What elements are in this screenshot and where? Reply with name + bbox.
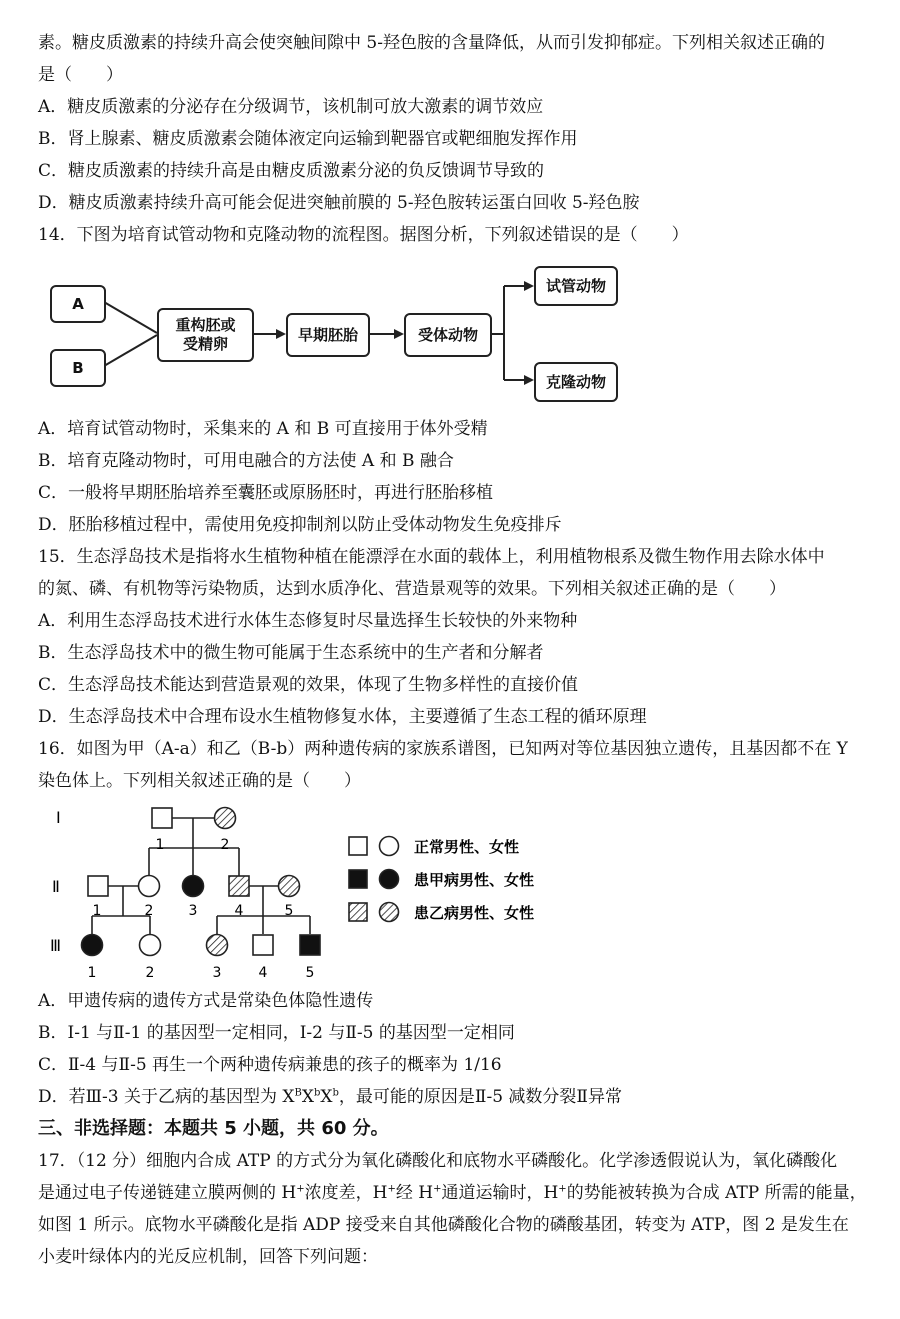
- q17-sup: +: [558, 1183, 567, 1195]
- flow-box-cloned-animal: 克隆动物: [534, 362, 618, 402]
- legend-normal-female-icon: [380, 837, 399, 856]
- legend-normal-male-icon: [349, 837, 367, 855]
- q14-flow-connectors: [0, 0, 900, 420]
- q16-d-sup: B: [294, 1087, 302, 1099]
- legend-normal-label: 正常男性、女性: [414, 838, 520, 856]
- q16-stem-line2: 染色体上。下列相关叙述正确的是（ ）: [38, 771, 361, 791]
- q17-line2: [38, 1182, 867, 1204]
- pedigree-num: 4: [234, 903, 244, 919]
- flow-box-early-embryo: 早期胚胎: [286, 313, 370, 357]
- flow-reconstructed-line1: 重构胚或: [175, 316, 236, 334]
- q15-stem-line2: 的氮、磷、有机物等污染物质，达到水质净化、营造景观等的效果。下列相关叙述正确的是（ ）: [38, 579, 786, 599]
- pedigree-gen-i-label: Ⅰ: [56, 808, 61, 827]
- q14-stem: 14．下图为培育试管动物和克隆动物的流程图。据图分析，下列叙述错误的是（ ）: [38, 225, 689, 245]
- q16-d-text-post: ，最可能的原因是Ⅱ-5 减数分裂Ⅱ异常: [338, 1087, 622, 1107]
- pedigree-chart: [0, 795, 600, 985]
- q16-option-d: [38, 1086, 622, 1108]
- pedigree-iii2-normal-female: [140, 935, 161, 956]
- q17-text: 是通过电子传递链建立膜两侧的 H: [38, 1183, 297, 1203]
- pedigree-ii1-normal-male: [88, 876, 108, 896]
- q16-option-c: C．Ⅱ-4 与Ⅱ-5 再生一个两种遗传病兼患的孩子的概率为 1/16: [38, 1055, 502, 1075]
- pedigree-iii3-b-female: [207, 935, 228, 956]
- q16-d-x: X: [301, 1087, 314, 1107]
- flow-box-a: A: [50, 285, 106, 323]
- q17-text: 经 H: [395, 1183, 434, 1203]
- q17-text: 浓度差，H: [304, 1183, 388, 1203]
- q17-line1: 17．（12 分）细胞内合成 ATP 的方式分为氧化磷酸化和底物水平磷酸化。化学渗透假说认为，氧化磷酸化: [38, 1151, 838, 1171]
- q17-line3: 如图 1 所示。底物水平磷酸化是指 ADP 接受来自其他磷酸化合物的磷酸基团，转变为 ATP，图 2 是发生在: [38, 1215, 849, 1235]
- pedigree-ii2-normal-female: [139, 876, 160, 897]
- q15-option-c: C．生态浮岛技术能达到营造景观的效果，体现了生物多样性的直接价值: [38, 675, 579, 695]
- q14-option-a: A．培育试管动物时，采集来的 A 和 B 可直接用于体外受精: [38, 419, 488, 439]
- flow-box-test-tube-animal: 试管动物: [534, 266, 618, 306]
- q14-option-b: B．培育克隆动物时，可用电融合的方法使 A 和 B 融合: [38, 451, 454, 471]
- q13-option-b: B．肾上腺素、糖皮质激素会随体液定向运输到靶器官或靶细胞发挥作用: [38, 129, 578, 149]
- q13-option-d: D．糖皮质激素持续升高可能会促进突触前膜的 5-羟色胺转运蛋白回收 5-羟色胺: [38, 193, 640, 213]
- pedigree-lines: [92, 818, 310, 934]
- legend-a-male-icon: [349, 870, 367, 888]
- q16-option-b: B．Ⅰ-1 与Ⅱ-1 的基因型一定相同，Ⅰ-2 与Ⅱ-5 的基因型一定相同: [38, 1023, 515, 1043]
- pedigree-num: 2: [144, 903, 154, 919]
- q15-option-b: B．生态浮岛技术中的微生物可能属于生态系统中的生产者和分解者: [38, 643, 544, 663]
- pedigree-num: 1: [155, 837, 165, 853]
- q13-stem-line2: 是（ ）: [38, 65, 123, 85]
- q17-text: 通道运输时，H: [441, 1183, 559, 1203]
- pedigree-gen-ii-label: Ⅱ: [52, 877, 60, 896]
- q15-option-a: A．利用生态浮岛技术进行水体生态修复时尽量选择生长较快的外来物种: [38, 611, 578, 631]
- section-3-heading: 三、非选择题：本题共 5 小题，共 60 分。: [38, 1118, 389, 1139]
- legend-a-female-icon: [380, 870, 399, 889]
- legend-a-label: 患甲病男性、女性: [414, 871, 535, 889]
- q17-line4: 小麦叶绿体内的光反应机制，回答下列问题：: [38, 1247, 378, 1267]
- q16-stem-line1: 16．如图为甲（A-a）和乙（B-b）两种遗传病的家族系谱图，已知两对等位基因独立遗传，且基因都不在 Y: [38, 739, 848, 759]
- q17-text: 的势能被转换为合成 ATP 所需的能量，: [566, 1183, 867, 1203]
- pedigree-iii4-normal-male: [253, 935, 273, 955]
- q16-d-text-pre: D．若Ⅲ-3 关于乙病的基因型为 X: [38, 1087, 295, 1107]
- pedigree-gen-iii-label: Ⅲ: [50, 936, 62, 955]
- pedigree-i2-b-female: [215, 808, 236, 829]
- q15-stem-line1: 15．生态浮岛技术是指将水生植物种植在能漂浮在水面的载体上，利用植物根系及微生物作用去除水体中: [38, 547, 825, 567]
- pedigree-num: 5: [284, 903, 294, 919]
- pedigree-num: 4: [258, 965, 268, 981]
- pedigree-num: 3: [212, 965, 222, 981]
- pedigree-iii5-a-male: [300, 935, 320, 955]
- flow-box-recipient: 受体动物: [404, 313, 492, 357]
- flow-box-b: B: [50, 349, 106, 387]
- flow-reconstructed-line2: 受精卵: [182, 335, 228, 353]
- pedigree-iii1-a-female: [82, 935, 103, 956]
- q17-sup: +: [433, 1183, 442, 1195]
- pedigree-num: 1: [87, 965, 97, 981]
- pedigree-num: 3: [188, 903, 198, 919]
- pedigree-i1-normal-male: [152, 808, 172, 828]
- pedigree-num: 5: [305, 965, 315, 981]
- q16-d-x: X: [320, 1087, 333, 1107]
- q13-option-a: A．糖皮质激素的分泌存在分级调节，该机制可放大激素的调节效应: [38, 97, 544, 117]
- pedigree-ii5-b-female: [279, 876, 300, 897]
- legend-b-female-icon: [380, 903, 399, 922]
- pedigree-ii4-b-male: [229, 876, 249, 896]
- pedigree-num: 2: [145, 965, 155, 981]
- q13-stem-line1: 素。糖皮质激素的持续升高会使突触间隙中 5-羟色胺的含量降低，从而引发抑郁症。下列相关叙述正确的: [38, 33, 825, 53]
- q17-sup: +: [387, 1183, 396, 1195]
- q14-option-d: D．胚胎移植过程中，需使用免疫抑制剂以防止受体动物发生免疫排斥: [38, 515, 562, 535]
- q13-option-c: C．糖皮质激素的持续升高是由糖皮质激素分泌的负反馈调节导致的: [38, 161, 545, 181]
- pedigree-ii3-a-female: [183, 876, 204, 897]
- q16-d-sup: b: [313, 1087, 321, 1099]
- q17-sup: +: [296, 1183, 305, 1195]
- pedigree-num: 2: [220, 837, 230, 853]
- legend-b-male-icon: [349, 903, 367, 921]
- flow-box-reconstructed-embryo: [157, 308, 254, 362]
- q16-option-a: A．甲遗传病的遗传方式是常染色体隐性遗传: [38, 991, 374, 1011]
- q16-d-sup: b: [332, 1087, 339, 1099]
- q15-option-d: D．生态浮岛技术中合理布设水生植物修复水体，主要遵循了生态工程的循环原理: [38, 707, 647, 727]
- pedigree-num: 1: [92, 903, 102, 919]
- q14-option-c: C．一般将早期胚胎培养至囊胚或原肠胚时，再进行胚胎移植: [38, 483, 494, 503]
- legend-b-label: 患乙病男性、女性: [414, 904, 535, 922]
